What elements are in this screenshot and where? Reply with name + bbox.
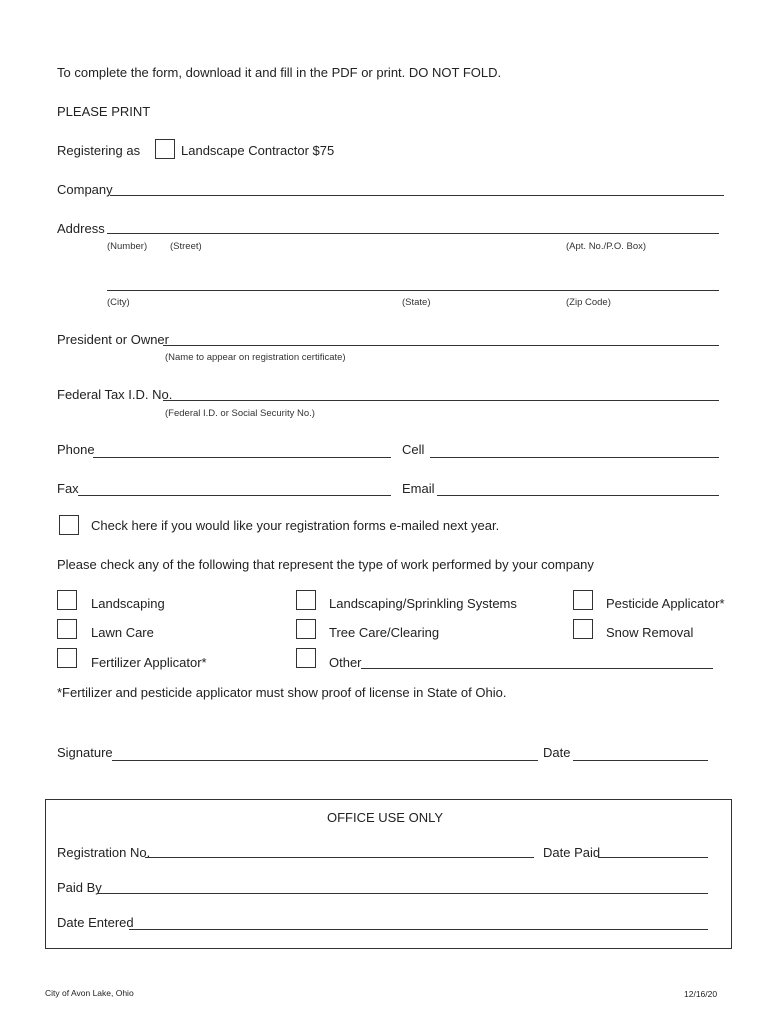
fax-field[interactable] <box>78 495 391 496</box>
email-next-year-checkbox[interactable] <box>59 515 79 535</box>
phone-label: Phone <box>57 442 95 457</box>
address-number-hint: (Number) <box>107 241 148 252</box>
email-field[interactable] <box>437 495 719 496</box>
snow-removal-checkbox[interactable] <box>573 619 593 639</box>
footer-date: 12/16/20 <box>684 989 718 999</box>
email-label: Email <box>402 481 435 496</box>
tax-id-label: Federal Tax I.D. No. <box>57 387 173 402</box>
please-print: PLEASE PRINT <box>57 104 151 119</box>
landscape-contractor-label: Landscape Contractor $75 <box>181 143 335 158</box>
company-field[interactable] <box>110 195 724 196</box>
signature-label: Signature <box>57 745 113 760</box>
address-street-hint: (Street) <box>170 241 202 252</box>
company-label: Company <box>57 182 113 197</box>
fertilizer-checkbox[interactable] <box>57 648 77 668</box>
date-entered-field[interactable] <box>129 929 708 930</box>
registering-as-label: Registering as <box>57 143 141 158</box>
tree-care-label: Tree Care/Clearing <box>329 625 440 640</box>
date-paid-label: Date Paid <box>543 845 601 860</box>
signature-field[interactable] <box>112 760 538 761</box>
cell-label: Cell <box>402 442 425 457</box>
pesticide-label: Pesticide Applicator* <box>606 596 725 611</box>
address-apt-hint: (Apt. No./P.O. Box) <box>566 241 647 252</box>
date-label: Date <box>543 745 571 760</box>
snow-removal-label: Snow Removal <box>606 625 694 640</box>
landscaping-checkbox[interactable] <box>57 590 77 610</box>
paid-by-label: Paid By <box>57 880 102 895</box>
address-city-field[interactable] <box>107 290 719 291</box>
landscaping-label: Landscaping <box>91 596 165 611</box>
other-label: Other <box>329 655 362 670</box>
instructions: To complete the form, download it and fill in the PDF or print. DO NOT FOLD. <box>57 65 502 80</box>
date-field[interactable] <box>573 760 708 761</box>
tax-id-hint: (Federal I.D. or Social Security No.) <box>165 408 315 419</box>
office-use-title: OFFICE USE ONLY <box>326 810 444 825</box>
president-label: President or Owner <box>57 332 169 347</box>
president-hint: (Name to appear on registration certificate) <box>165 352 346 363</box>
footer-city: City of Avon Lake, Ohio <box>45 988 134 998</box>
lawn-care-checkbox[interactable] <box>57 619 77 639</box>
address-street-field[interactable] <box>107 233 719 234</box>
date-entered-label: Date Entered <box>57 915 134 930</box>
sprinkling-label: Landscaping/Sprinkling Systems <box>329 596 517 611</box>
paid-by-field[interactable] <box>97 893 708 894</box>
license-note: *Fertilizer and pesticide applicator must show proof of license in State of Ohio. <box>57 685 507 700</box>
registration-no-field[interactable] <box>145 857 534 858</box>
lawn-care-label: Lawn Care <box>91 625 154 640</box>
tax-id-field[interactable] <box>163 400 719 401</box>
cell-field[interactable] <box>430 457 719 458</box>
work-prompt: Please check any of the following that represent the type of work performed by your company <box>57 557 594 572</box>
address-label: Address <box>57 221 105 236</box>
other-field[interactable] <box>361 668 713 669</box>
fertilizer-label: Fertilizer Applicator* <box>91 655 207 670</box>
fax-label: Fax <box>57 481 79 496</box>
registration-no-label: Registration No. <box>57 845 151 860</box>
address-state-hint: (State) <box>402 297 431 308</box>
pesticide-checkbox[interactable] <box>573 590 593 610</box>
other-checkbox[interactable] <box>296 648 316 668</box>
sprinkling-checkbox[interactable] <box>296 590 316 610</box>
address-zip-hint: (Zip Code) <box>566 297 611 308</box>
phone-field[interactable] <box>93 457 391 458</box>
address-city-hint: (City) <box>107 297 130 308</box>
tree-care-checkbox[interactable] <box>296 619 316 639</box>
president-field[interactable] <box>163 345 719 346</box>
date-paid-field[interactable] <box>598 857 708 858</box>
landscape-contractor-checkbox[interactable] <box>155 139 175 159</box>
email-next-year-label: Check here if you would like your registration forms e-mailed next year. <box>91 518 500 533</box>
